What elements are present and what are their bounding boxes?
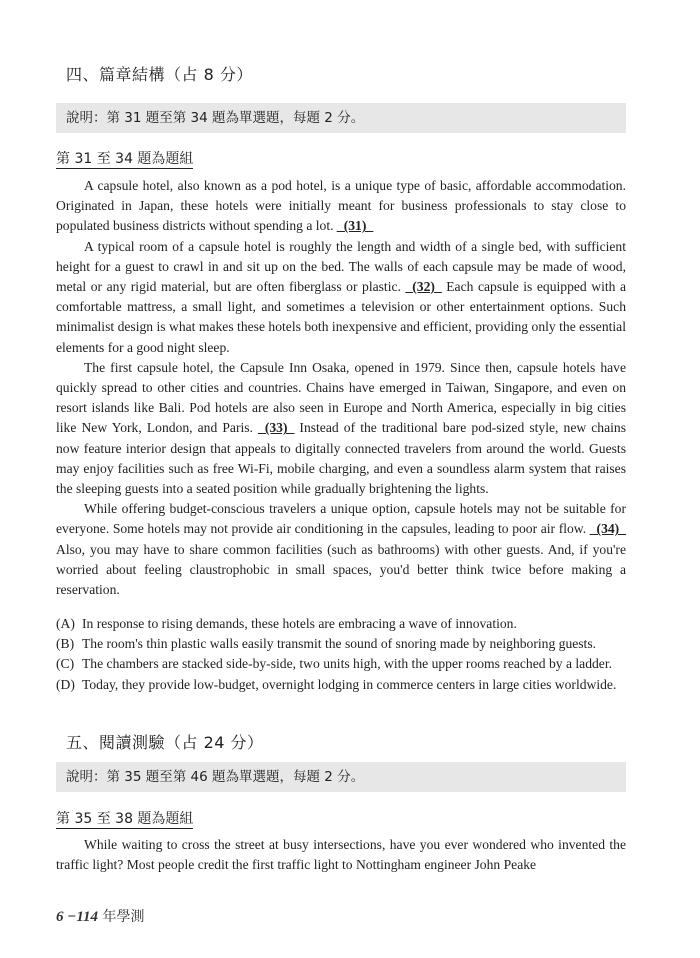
section-5-note: 說明：第 35 題至第 46 題為單選題，每題 2 分。 — [56, 762, 626, 792]
passage-paragraph-4: While offering budget-conscious travelers a unique option, capsule hotels may not be suitable for everyone. Some hotels may not provide air conditioning in the capsules, leading to poor air flow. _(34)_ Also, you may have to share common facilities (such as bathrooms) with other guests. And, if you're worried about feeling claustrophobic in small spaces, you'd better think twice before making a reservation. — [56, 501, 626, 598]
option-d-label: (D) — [56, 676, 75, 692]
option-a-text: In response to rising demands, these hotels are embracing a wave of innovation. — [82, 616, 517, 631]
answer-options — [56, 614, 626, 695]
blank-34: _(34)_ — [589, 521, 626, 537]
question-group-35-38-title: 第 35 至 38 題為題組 — [56, 811, 194, 827]
section-4-title: 四、篇章結構（占 8 分） — [66, 65, 253, 84]
passage-traffic-light-paragraph: While waiting to cross the street at busy intersections, have you ever wondered who invented the traffic light? Most people credit the first traffic light to Nottingham engineer John Peake — [56, 837, 626, 873]
section-4-note: 說明：第 31 題至第 34 題為單選題，每題 2 分。 — [56, 103, 626, 133]
option-b-label: (B) — [56, 636, 75, 652]
passage-traffic-light — [56, 835, 626, 875]
blank-32: _(32)_ — [405, 279, 442, 295]
blank-31: _(31)_ — [336, 218, 374, 234]
passage-paragraph-1: A capsule hotel, also known as a pod hotel, is a unique type of basic, affordable accommodation. Originated in Japan, these hotels were initially meant for business professionals to stay close to populated business districts without spending a lot. _(31)_ — [56, 178, 626, 234]
option-d-text: Today, they provide low-budget, overnight lodging in commerce centers in large cities worldwide. — [82, 676, 617, 692]
option-c — [56, 654, 626, 674]
option-a — [56, 614, 626, 634]
footer-dash: − — [63, 909, 77, 925]
option-b-text: The room's thin plastic walls easily transmit the sound of snoring made by neighboring guests. — [82, 636, 597, 652]
question-group-31-34-title: 第 31 至 34 題為題組 — [56, 151, 194, 167]
exam-year: 114 — [76, 909, 99, 925]
option-c-label: (C) — [56, 656, 75, 672]
passage-paragraph-2: A typical room of a capsule hotel is roughly the length and width of a single bed, with sufficient height for a guest to crawl in and sit up on the bed. The walls of each capsule may be made of wood, metal or any rigid material, but are often fiberglass or plastic. _(32)_ Each capsule is equipped with a comfortable mattress, a small light, and sometimes a television or other entertainment options. Such minimalist design is what makes these hotels both inexpensive and efficient, providing only the essential elements for a good night sleep. — [56, 238, 626, 355]
option-b — [56, 634, 626, 654]
option-c-text: The chambers are stacked side-by-side, two units high, with the upper rooms reached by a ladder. — [82, 656, 612, 672]
option-a-label: (A) — [56, 616, 75, 631]
page-footer — [56, 906, 144, 926]
exam-name: 年學測 — [98, 909, 145, 925]
blank-33: _(33)_ — [258, 420, 295, 436]
passage-capsule-hotel — [56, 176, 626, 600]
option-d — [56, 675, 626, 695]
page-number: 6 — [56, 909, 64, 925]
section-5-title: 五、閱讀測驗（占 24 分） — [66, 733, 264, 752]
passage-paragraph-3: The first capsule hotel, the Capsule Inn Osaka, opened in 1979. Since then, capsule hotels have quickly spread to other cities and countries. Chains have emerged in Taiwan, Singapore, and even on resort islands like Bali. Pod hotels are also seen in Europe and North America, especially in big cities like New York, London, and Paris. _(33)_ Instead of the traditional bare pod-sized style, new chains now feature interior design that appeals to digitally connected travelers from around the world. Guests may enjoy facilities such as free Wi-Fi, mobile charging, and even a soundless alarm system that raises the sleeping guests into a seated position while gradually brightening the lights. — [56, 359, 627, 497]
